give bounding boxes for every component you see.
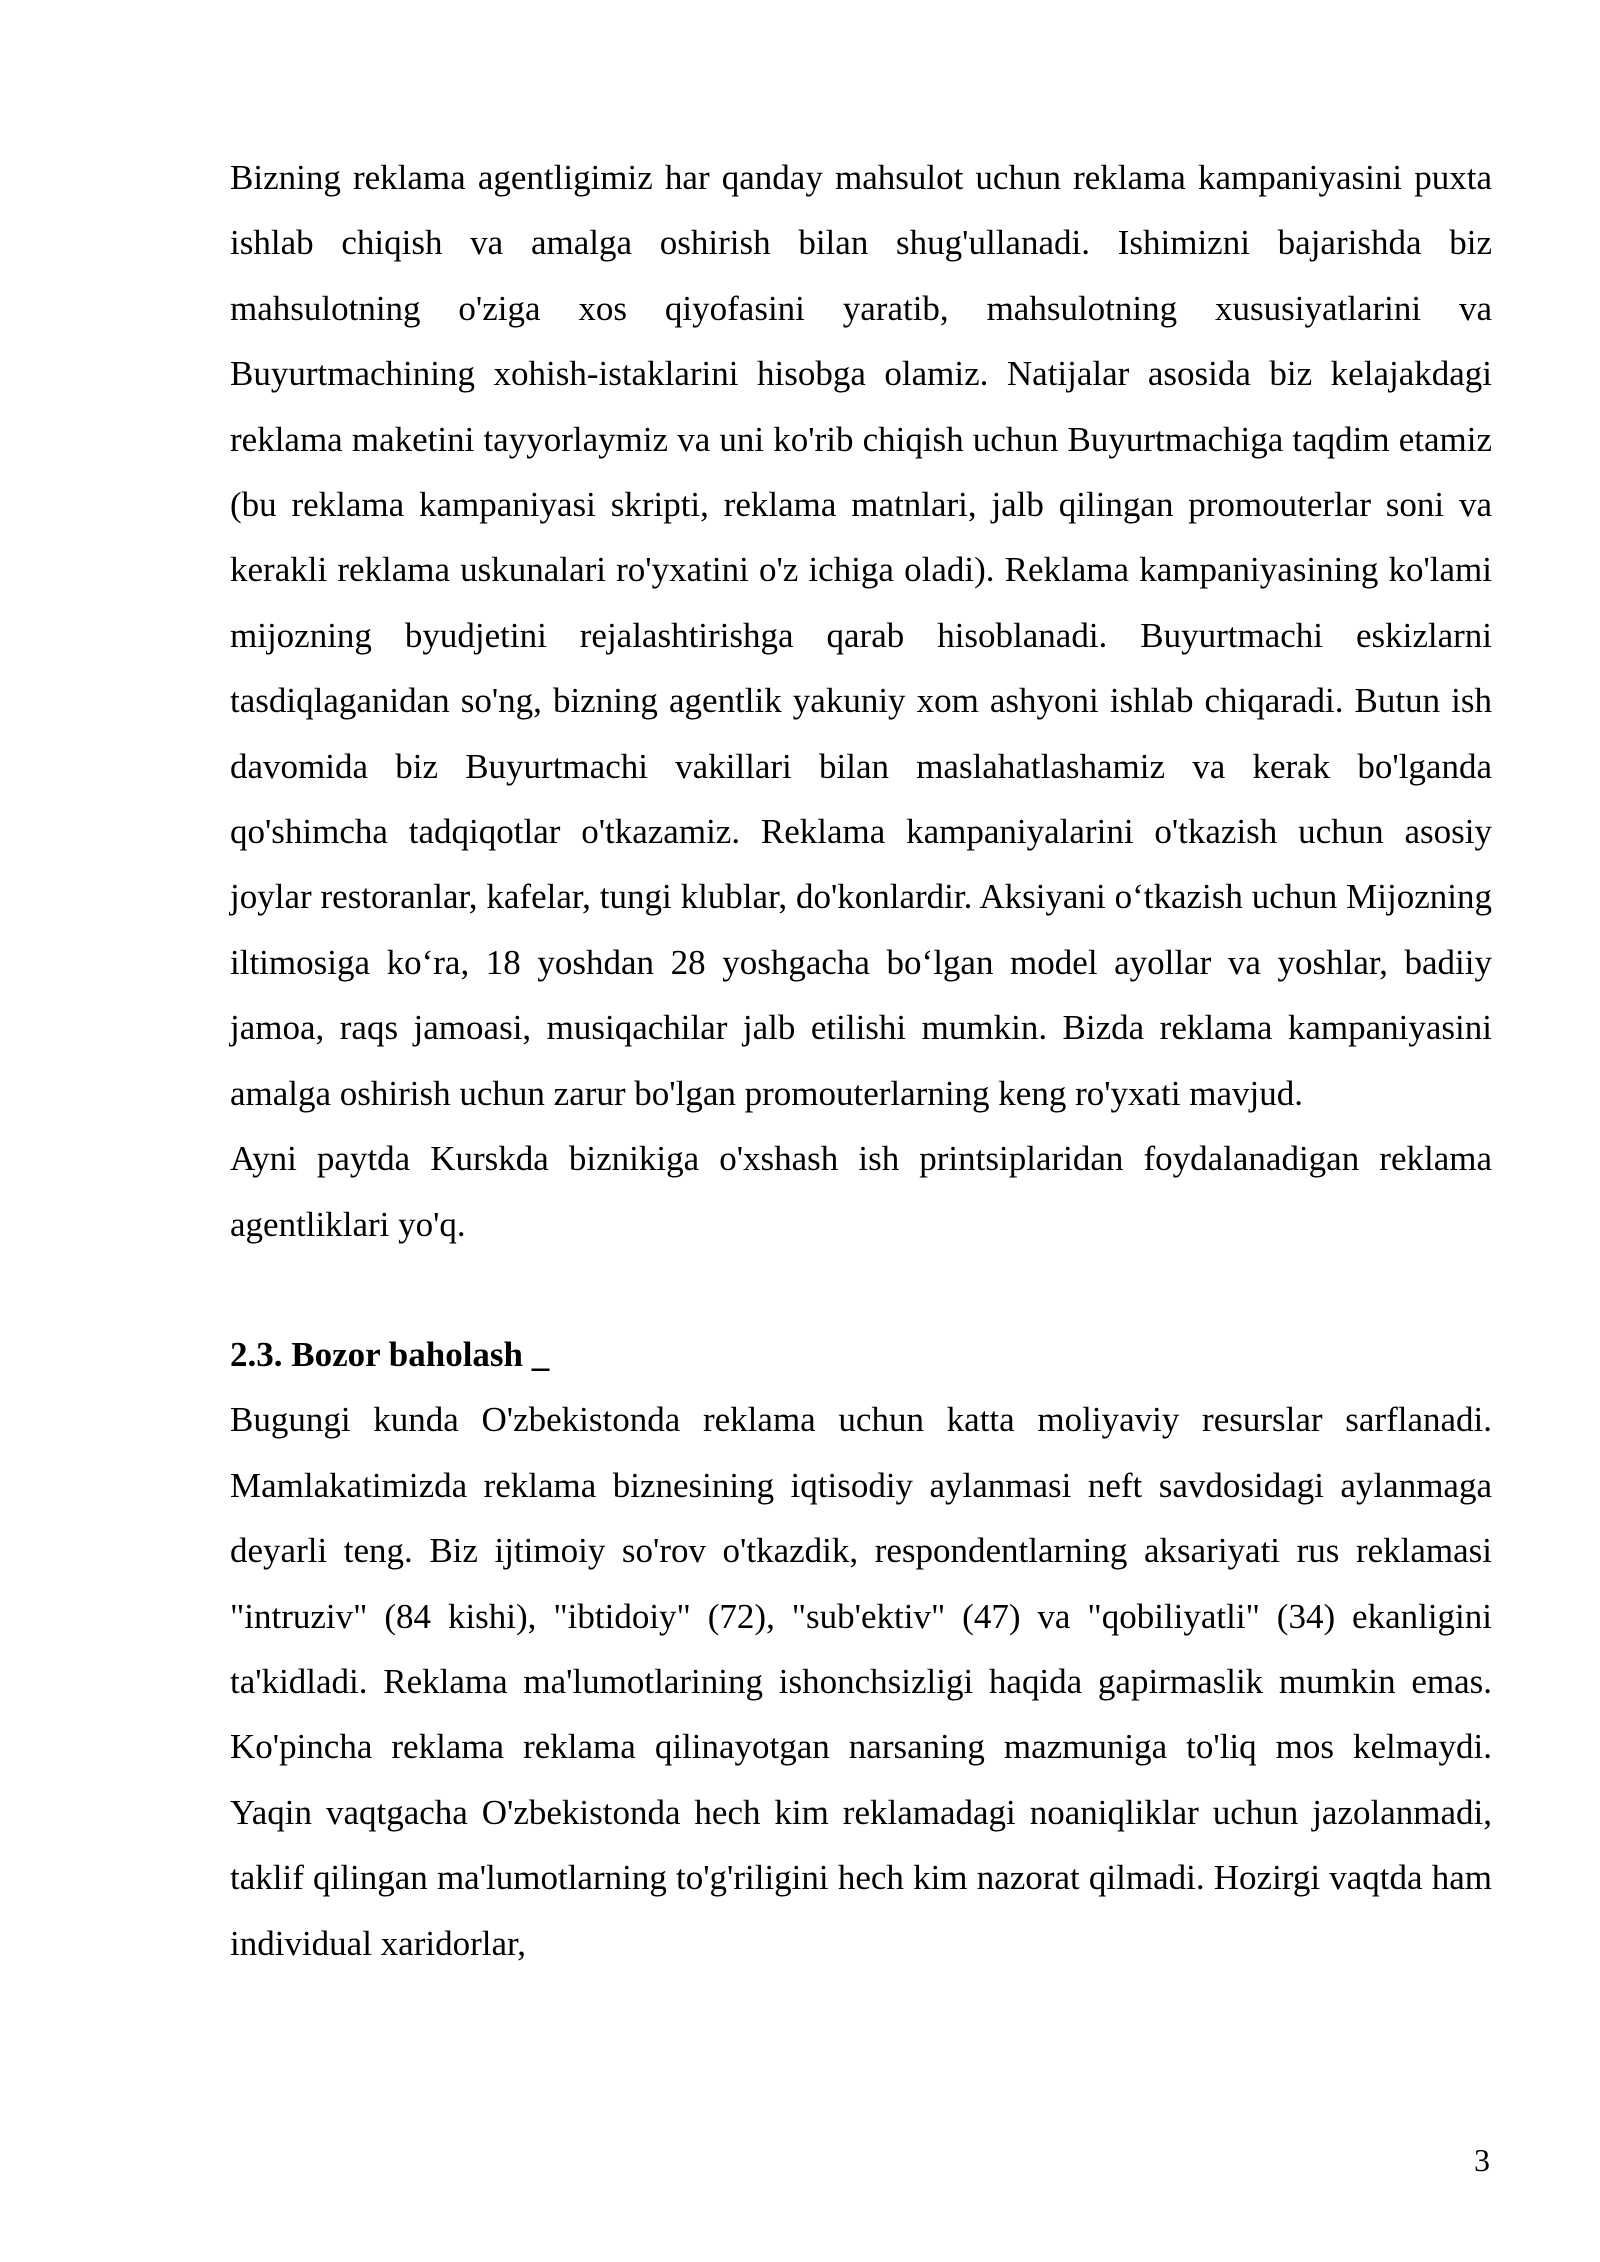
page-content — [230, 145, 1492, 1976]
section-heading: 2.3. Bozor baholash _ — [230, 1334, 550, 1374]
body-paragraph: Bizning reklama agentligimiz har qanday mahsulot uchun reklama kampaniyasini puxta ishlab chiqish va amalga oshirish bilan shug'ullanadi. Ishimizni bajarishda biz mahsulotning o'ziga xos qiyofasini yaratib, mahsulotning xususiyatlarini va Buyurtmachining xohish-istaklarini hisobga olamiz. Natijalar asosida biz kelajakdagi reklama maketini tayyorlaymiz va uni ko'rib chiqish uchun Buyurtmachiga taqdim etamiz (bu reklama kampaniyasi skripti, reklama matnlari, jalb qilingan promouterlar soni va kerakli reklama uskunalari ro'yxatini o'z ichiga oladi). Reklama kampaniyasining ko'lami mijozning byudjetini rejalashtirishga qarab hisoblanadi. Buyurtmachi eskizlarni tasdiqlaganidan so'ng, bizning agentlik yakuniy xom ashyoni ishlab chiqaradi. Butun ish davomida biz Buyurtmachi vakillari bilan maslahatlashamiz va kerak bo'lganda qo'shimcha tadqiqotlar o'tkazamiz. Reklama kampaniyalarini o'tkazish uchun asosiy joylar restoranlar, kafelar, tungi klublar, do'konlardir. Aksiyani o‘tkazish uchun Mijozning iltimosiga ko‘ra, 18 yoshdan 28 yoshgacha bo‘lgan model ayollar va yoshlar, badiiy jamoa, raqs jamoasi, musiqachilar jalb etilishi mumkin. Bizda reklama kampaniyasini amalga oshirish uchun zarur bo'lgan promouterlarning keng ro'yxati mavjud. — [230, 158, 1492, 1113]
section-paragraph: Bugungi kunda O'zbekistonda reklama uchun katta moliyaviy resurslar sarflanadi. Mamlakatimizda reklama biznesining iqtisodiy aylanmasi neft savdosidagi aylanmaga deyarli teng. Biz ijtimoiy so'rov o'tkazdik, respondentlarning aksariyati rus reklamasi "intruziv" (84 kishi), "ibtidoiy" (72), "sub'ektiv" (47) va "qobiliyatli" (34) ekanligini ta'kidladi. Reklama ma'lumotlarining ishonchsizligi haqida gapirmaslik mumkin emas. Ko'pincha reklama reklama qilinayotgan narsaning mazmuniga to'liq mos kelmaydi. Yaqin vaqtgacha O'zbekistonda hech kim reklamadagi noaniqliklar uchun jazolanmadi, taklif qilingan ma'lumotlarning to'g'riligini hech kim nazorat qilmadi. Hozirgi vaqtda ham individual xaridorlar, — [230, 1400, 1492, 1963]
body-paragraph: Ayni paytda Kurskda biznikiga o'xshash ish printsiplaridan foydalanadigan reklama agentliklari yo'q. — [230, 1139, 1492, 1244]
page-number: 3 — [1474, 2142, 1490, 2178]
